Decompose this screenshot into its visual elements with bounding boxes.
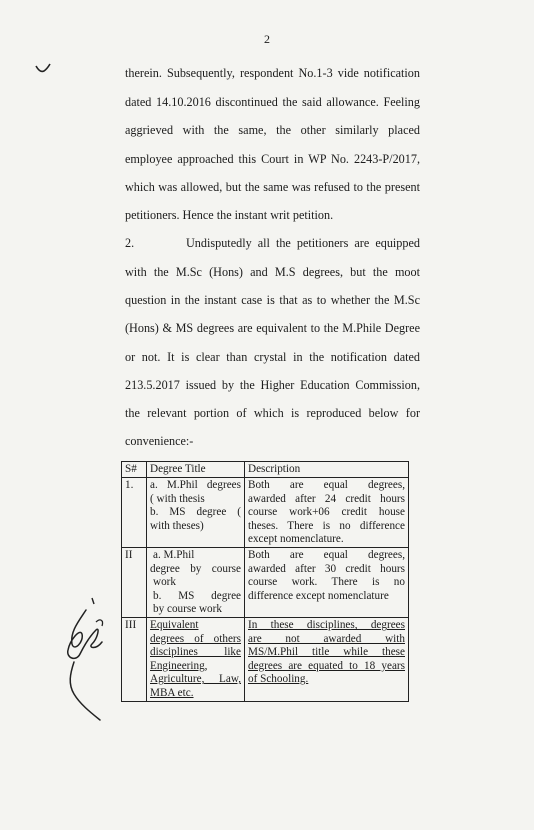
header-description: Description	[245, 462, 409, 478]
header-degree-title: Degree Title	[147, 462, 245, 478]
body-line: which was allowed, but the same was refused to the present	[125, 180, 420, 194]
cell-line: MS/M.Phil title while these	[248, 646, 405, 659]
header-sn: S#	[122, 462, 147, 478]
cell-line: degrees of others	[150, 632, 241, 645]
description-cell	[245, 548, 409, 618]
cell-line: In these disciplines, degrees	[248, 619, 405, 632]
cell-line: of Schooling.	[248, 673, 309, 686]
body-line: therein. Subsequently, respondent No.1-3 vide notification	[125, 66, 420, 80]
description-cell	[245, 618, 409, 701]
cell-line: course work. There is no	[248, 576, 405, 589]
row-sn: II	[122, 548, 147, 618]
cell-line: MBA etc.	[150, 686, 194, 699]
cell-line: ( with thesis	[150, 492, 205, 505]
row-sn: III	[122, 618, 147, 701]
body-line: dated 14.10.2016 discontinued the said allowance. Feeling	[125, 95, 420, 109]
cell-line: awarded after 30 credit hours	[248, 562, 405, 575]
cell-line: a. M.Phil	[153, 549, 195, 562]
cell-line: except nomenclature.	[248, 533, 344, 546]
cell-line: are not awarded with	[248, 632, 405, 645]
page-number: 2	[264, 32, 270, 46]
body-line: (Hons) & MS degrees are equivalent to the M.Phile Degree	[125, 321, 420, 335]
cell-line: Equivalent	[150, 619, 199, 632]
cell-line: with theses)	[150, 519, 204, 532]
table-row	[122, 618, 409, 701]
body-line: with the M.Sc (Hons) and M.S degrees, but the moot	[125, 265, 420, 279]
body-line: Undisputedly all the petitioners are equipped	[186, 236, 420, 250]
cell-line: work	[153, 576, 176, 589]
degree-title-cell	[147, 548, 245, 618]
body-line: question in the instant case is that as to whether the M.Sc	[125, 293, 420, 307]
body-line: the relevant portion of which is reproduced below for	[125, 406, 420, 420]
cell-line: Engineering,	[150, 659, 208, 672]
cell-line: course work+06 credit house	[248, 506, 405, 519]
cell-line: Both are equal degrees,	[248, 479, 405, 492]
paragraph-number: 2.	[125, 236, 135, 250]
degree-title-cell	[147, 478, 245, 548]
tick-mark-icon	[34, 62, 52, 76]
body-line: 213.5.2017 issued by the Higher Education Commission,	[125, 378, 420, 392]
degree-table	[121, 461, 409, 702]
body-line: employee approached this Court in WP No. 2243-P/2017,	[125, 152, 420, 166]
table-row	[122, 548, 409, 618]
cell-line: theses. There is no difference	[248, 519, 405, 532]
cell-line: by course work	[153, 603, 222, 616]
cell-line: b. MS degree	[153, 589, 241, 602]
body-line: or not. It is clear than crystal in the notification dated	[125, 350, 420, 364]
cell-line: disciplines like	[150, 646, 241, 659]
cell-line: difference except nomenclature	[248, 589, 389, 602]
cell-line: degree by course	[150, 562, 241, 575]
cell-line: Agriculture, Law,	[150, 673, 241, 686]
table-header-row	[122, 462, 409, 478]
body-line: aggrieved with the same, the other similarly placed	[125, 123, 420, 137]
cell-line: degrees are equated to 18 years	[248, 659, 405, 672]
degree-title-cell	[147, 618, 245, 701]
cell-line: Both are equal degrees,	[248, 549, 405, 562]
table-row	[122, 478, 409, 548]
row-sn: 1.	[122, 478, 147, 548]
cell-line: awarded after 24 credit hours	[248, 492, 405, 505]
body-line: petitioners. Hence the instant writ petition.	[125, 208, 334, 222]
cell-line: b. MS degree (	[150, 506, 241, 519]
body-line: convenience:-	[125, 434, 194, 448]
cell-line: a. M.Phil degrees	[150, 479, 241, 492]
handwritten-signature	[56, 592, 112, 722]
description-cell	[245, 478, 409, 548]
